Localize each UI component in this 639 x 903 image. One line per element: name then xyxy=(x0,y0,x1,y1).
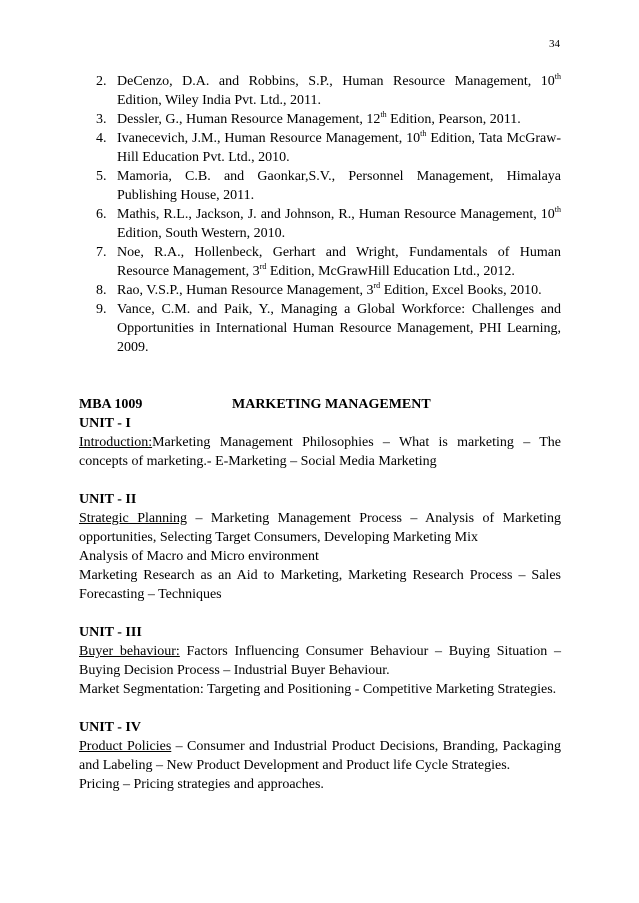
reference-item xyxy=(92,281,561,300)
unit-title: UNIT - II xyxy=(79,492,137,507)
unit-paragraph: Marketing Research as an Aid to Marketing, Marketing Research Process – Sales Forecasting – Techniques xyxy=(79,568,561,602)
reference-text: Ivanecevich, J.M., Human Resource Management, 10 xyxy=(117,131,421,146)
reference-text: Edition, Wiley India Pvt. Ltd., 2011. xyxy=(117,93,321,108)
unit-text: Factors Influencing Consumer Behaviour – Buying Situation – Buying Decision Process – Industrial Buyer Behaviour. xyxy=(79,644,561,678)
reference-text: Edition, Tata McGraw-Hill Education Pvt. Ltd., 2010. xyxy=(117,131,561,165)
reference-text: Mathis, R.L., Jackson, J. and Johnson, R., Human Resource Management, 10 xyxy=(117,207,555,222)
reference-number: 8. xyxy=(96,283,107,298)
reference-number: 6. xyxy=(96,207,107,222)
unit-paragraph: Analysis of Macro and Micro environment xyxy=(79,549,319,564)
reference-text: Mamoria, C.B. and Gaonkar,S.V., Personnel Management, Himalaya Publishing House, 2011. xyxy=(117,169,561,203)
reference-number: 5. xyxy=(96,169,107,184)
unit-paragraph: Pricing – Pricing strategies and approaches. xyxy=(79,777,324,792)
reference-item xyxy=(92,243,561,281)
ordinal-suffix: th xyxy=(380,110,387,119)
ordinal-suffix: th xyxy=(554,72,561,81)
unit-topic: Buyer behaviour: xyxy=(79,644,180,659)
course-header xyxy=(79,395,561,414)
unit-title: UNIT - IV xyxy=(79,720,141,735)
reference-item xyxy=(92,167,561,205)
reference-item xyxy=(92,110,561,129)
reference-text: Vance, C.M. and Paik, Y., Managing a Global Workforce: Challenges and Opportunities in International Human Resource Management, PHI Learning, 2009. xyxy=(117,302,561,355)
unit-title: UNIT - III xyxy=(79,625,142,640)
unit-text: Marketing Management Philosophies – What is marketing – The concepts of marketing.- E-Marketing – Social Media Marketing xyxy=(79,435,561,469)
page-number: 34 xyxy=(549,38,560,50)
reference-text: Edition, McGrawHill Education Ltd., 2012. xyxy=(266,264,515,279)
course-title: MARKETING MANAGEMENT xyxy=(232,397,431,412)
reference-text: Edition, Excel Books, 2010. xyxy=(380,283,542,298)
ordinal-suffix: th xyxy=(554,205,561,214)
reference-item xyxy=(92,300,561,357)
reference-number: 2. xyxy=(96,74,107,89)
reference-list xyxy=(92,72,561,357)
unit-paragraph xyxy=(79,509,561,547)
unit-topic: Product Policies xyxy=(79,739,172,754)
unit-paragraph xyxy=(79,737,561,775)
ordinal-suffix: th xyxy=(420,129,427,138)
unit-title: UNIT - I xyxy=(79,416,131,431)
syllabus-section xyxy=(79,395,561,794)
reference-text: Dessler, G., Human Resource Management, 12 xyxy=(117,112,381,127)
unit-topic: Strategic Planning xyxy=(79,511,187,526)
reference-item xyxy=(92,129,561,167)
reference-number: 9. xyxy=(96,302,107,317)
course-code: MBA 1009 xyxy=(79,397,143,412)
ordinal-suffix: rd xyxy=(259,262,267,271)
unit-text: – Marketing Management Process – Analysis of Marketing opportunities, Selecting Target Consumers, Developing Marketing Mix xyxy=(79,511,561,545)
reference-number: 3. xyxy=(96,112,107,127)
unit-topic: Introduction: xyxy=(79,435,153,450)
ordinal-suffix: rd xyxy=(373,281,381,290)
reference-text: Edition, Pearson, 2011. xyxy=(386,112,521,127)
reference-text: Noe, R.A., Hollenbeck, Gerhart and Wright, Fundamentals of Human Resource Management, 3 xyxy=(117,245,561,279)
reference-text: Edition, South Western, 2010. xyxy=(117,226,286,241)
reference-item xyxy=(92,72,561,110)
reference-number: 4. xyxy=(96,131,107,146)
reference-text: DeCenzo, D.A. and Robbins, S.P., Human Resource Management, 10 xyxy=(117,74,555,89)
reference-text: Rao, V.S.P., Human Resource Management, 3 xyxy=(117,283,374,298)
reference-number: 7. xyxy=(96,245,107,260)
unit-paragraph xyxy=(79,642,561,680)
unit-paragraph: Market Segmentation: Targeting and Positioning - Competitive Marketing Strategies. xyxy=(79,682,557,697)
reference-item xyxy=(92,205,561,243)
unit-paragraph xyxy=(79,433,561,471)
unit-text: – Consumer and Industrial Product Decisions, Branding, Packaging and Labeling – New Product Development and Product life Cycle Strategies. xyxy=(79,739,561,773)
